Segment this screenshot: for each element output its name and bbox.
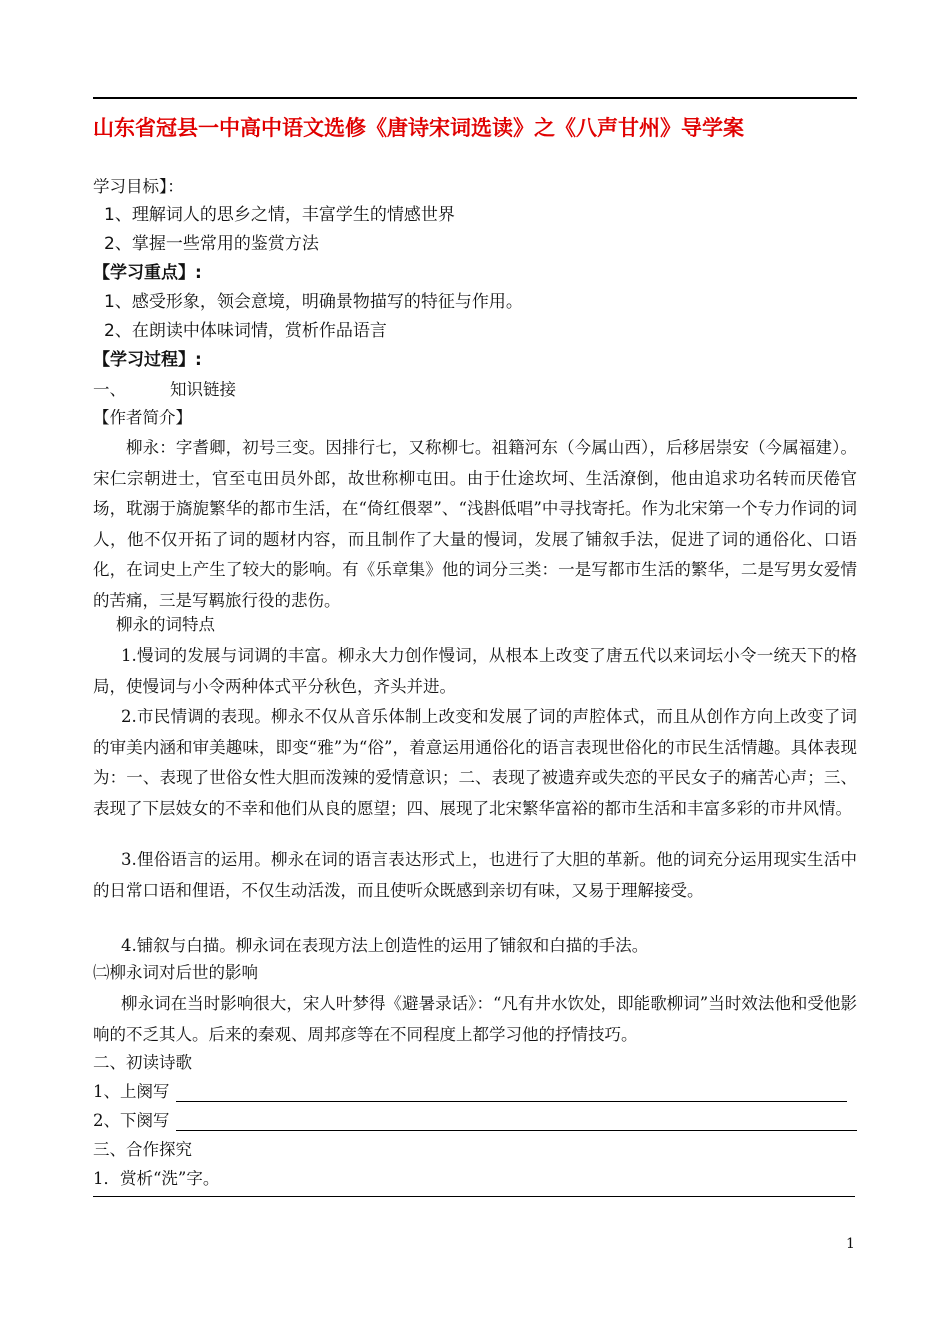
key-point-2: 2、在朗读中体味词情，赏析作品语言 bbox=[104, 321, 387, 341]
page-number: 1 bbox=[846, 1236, 855, 1252]
goal-item-1: 1、理解词人的思乡之情，丰富学生的情感世界 bbox=[104, 205, 455, 225]
author-heading: 【作者简介】 bbox=[93, 408, 192, 427]
key-points-heading: 【学习重点】: bbox=[93, 263, 202, 283]
top-rule bbox=[93, 97, 857, 99]
feature-2: 2.市民情调的表现。柳永不仅从音乐体制上改变和发展了词的声腔体式，而且从创作方向上改变了词的审美内涵和审美趣味，即变“雅”为“俗”，着意运用通俗化的语言表现世俗化的市民生活情趣。具体表现为：一、表现了世俗女性大胆而泼辣的爱情意识；二、表现了被遗弃或失恋的平民女子的痛苦心声；三、表现了下层妓女的不幸和他们从良的愿望；四、展现了北宋繁华富裕的都市生活和丰富多彩的市井风情。 bbox=[93, 707, 857, 818]
question-xi: 1．赏析“洗”字。 bbox=[93, 1169, 220, 1188]
answer-line-upper bbox=[176, 1101, 847, 1102]
goals-heading: 学习目标】： bbox=[93, 177, 184, 196]
document-title: 山东省冠县一中高中语文选修《唐诗宋词选读》之《八声甘州》导学案 bbox=[93, 115, 744, 140]
answer-line-lower bbox=[176, 1130, 857, 1131]
section3-heading: 三、合作探究 bbox=[93, 1140, 192, 1159]
question-upper: 1、上阕写 bbox=[93, 1082, 170, 1101]
section2-heading: 二、初读诗歌 bbox=[93, 1053, 192, 1072]
feature-1: 1.慢词的发展与词调的丰富。柳永大力创作慢词，从根本上改变了唐五代以来词坛小令一统天下的格局，使慢词与小令两种体式平分秋色，齐头并进。 bbox=[93, 646, 857, 696]
question-lower: 2、下阕写 bbox=[93, 1111, 170, 1130]
feature-3: 3.俚俗语言的运用。柳永在词的语言表达形式上，也进行了大胆的革新。他的词充分运用现实生活中的日常口语和俚语，不仅生动活泼，而且使听众既感到亲切有味，又易于理解接受。 bbox=[93, 850, 857, 900]
influence-heading: ㈡柳永词对后世的影响 bbox=[93, 963, 258, 982]
process-heading: 【学习过程】: bbox=[93, 350, 202, 370]
author-bio: 柳永：字耆卿，初号三变。因排行七，又称柳七。祖籍河东（今属山西），后移居崇安（今属福建）。宋仁宗朝进士，官至屯田员外郎，故世称柳屯田。由于仕途坎坷、生活潦倒，他由追求功名转而厌倦官场，耽溺于旖旎繁华的都市生活，在“倚红偎翠”、“浅斟低唱”中寻找寄托。作为北宋第一个专力作词的词人，他不仅开拓了词的题材内容，而且制作了大量的慢词，发展了铺叙手法，促进了词的通俗化、口语化，在词史上产生了较大的影响。有《乐章集》他的词分三类：一是写都市生活的繁华，二是写男女爱情的苦痛，三是写羁旅行役的悲伤。 bbox=[93, 438, 857, 610]
feature-4: 4.铺叙与白描。柳永词在表现方法上创造性的运用了铺叙和白描的手法。 bbox=[121, 936, 649, 955]
section1-label: 知识链接 bbox=[170, 380, 236, 399]
answer-line-xi bbox=[93, 1196, 855, 1197]
influence-text: 柳永词在当时影响很大，宋人叶梦得《避暑录话》：“凡有井水饮处，即能歌柳词”当时效法他和受他影响的不乏其人。后来的秦观、周邦彦等在不同程度上都学习他的抒情技巧。 bbox=[93, 994, 857, 1044]
goal-item-2: 2、掌握一些常用的鉴赏方法 bbox=[104, 234, 319, 254]
key-point-1: 1、感受形象，领会意境，明确景物描写的特征与作用。 bbox=[104, 292, 523, 312]
features-heading: 柳永的词特点 bbox=[116, 615, 215, 634]
section1-number: 一、 bbox=[93, 380, 126, 399]
